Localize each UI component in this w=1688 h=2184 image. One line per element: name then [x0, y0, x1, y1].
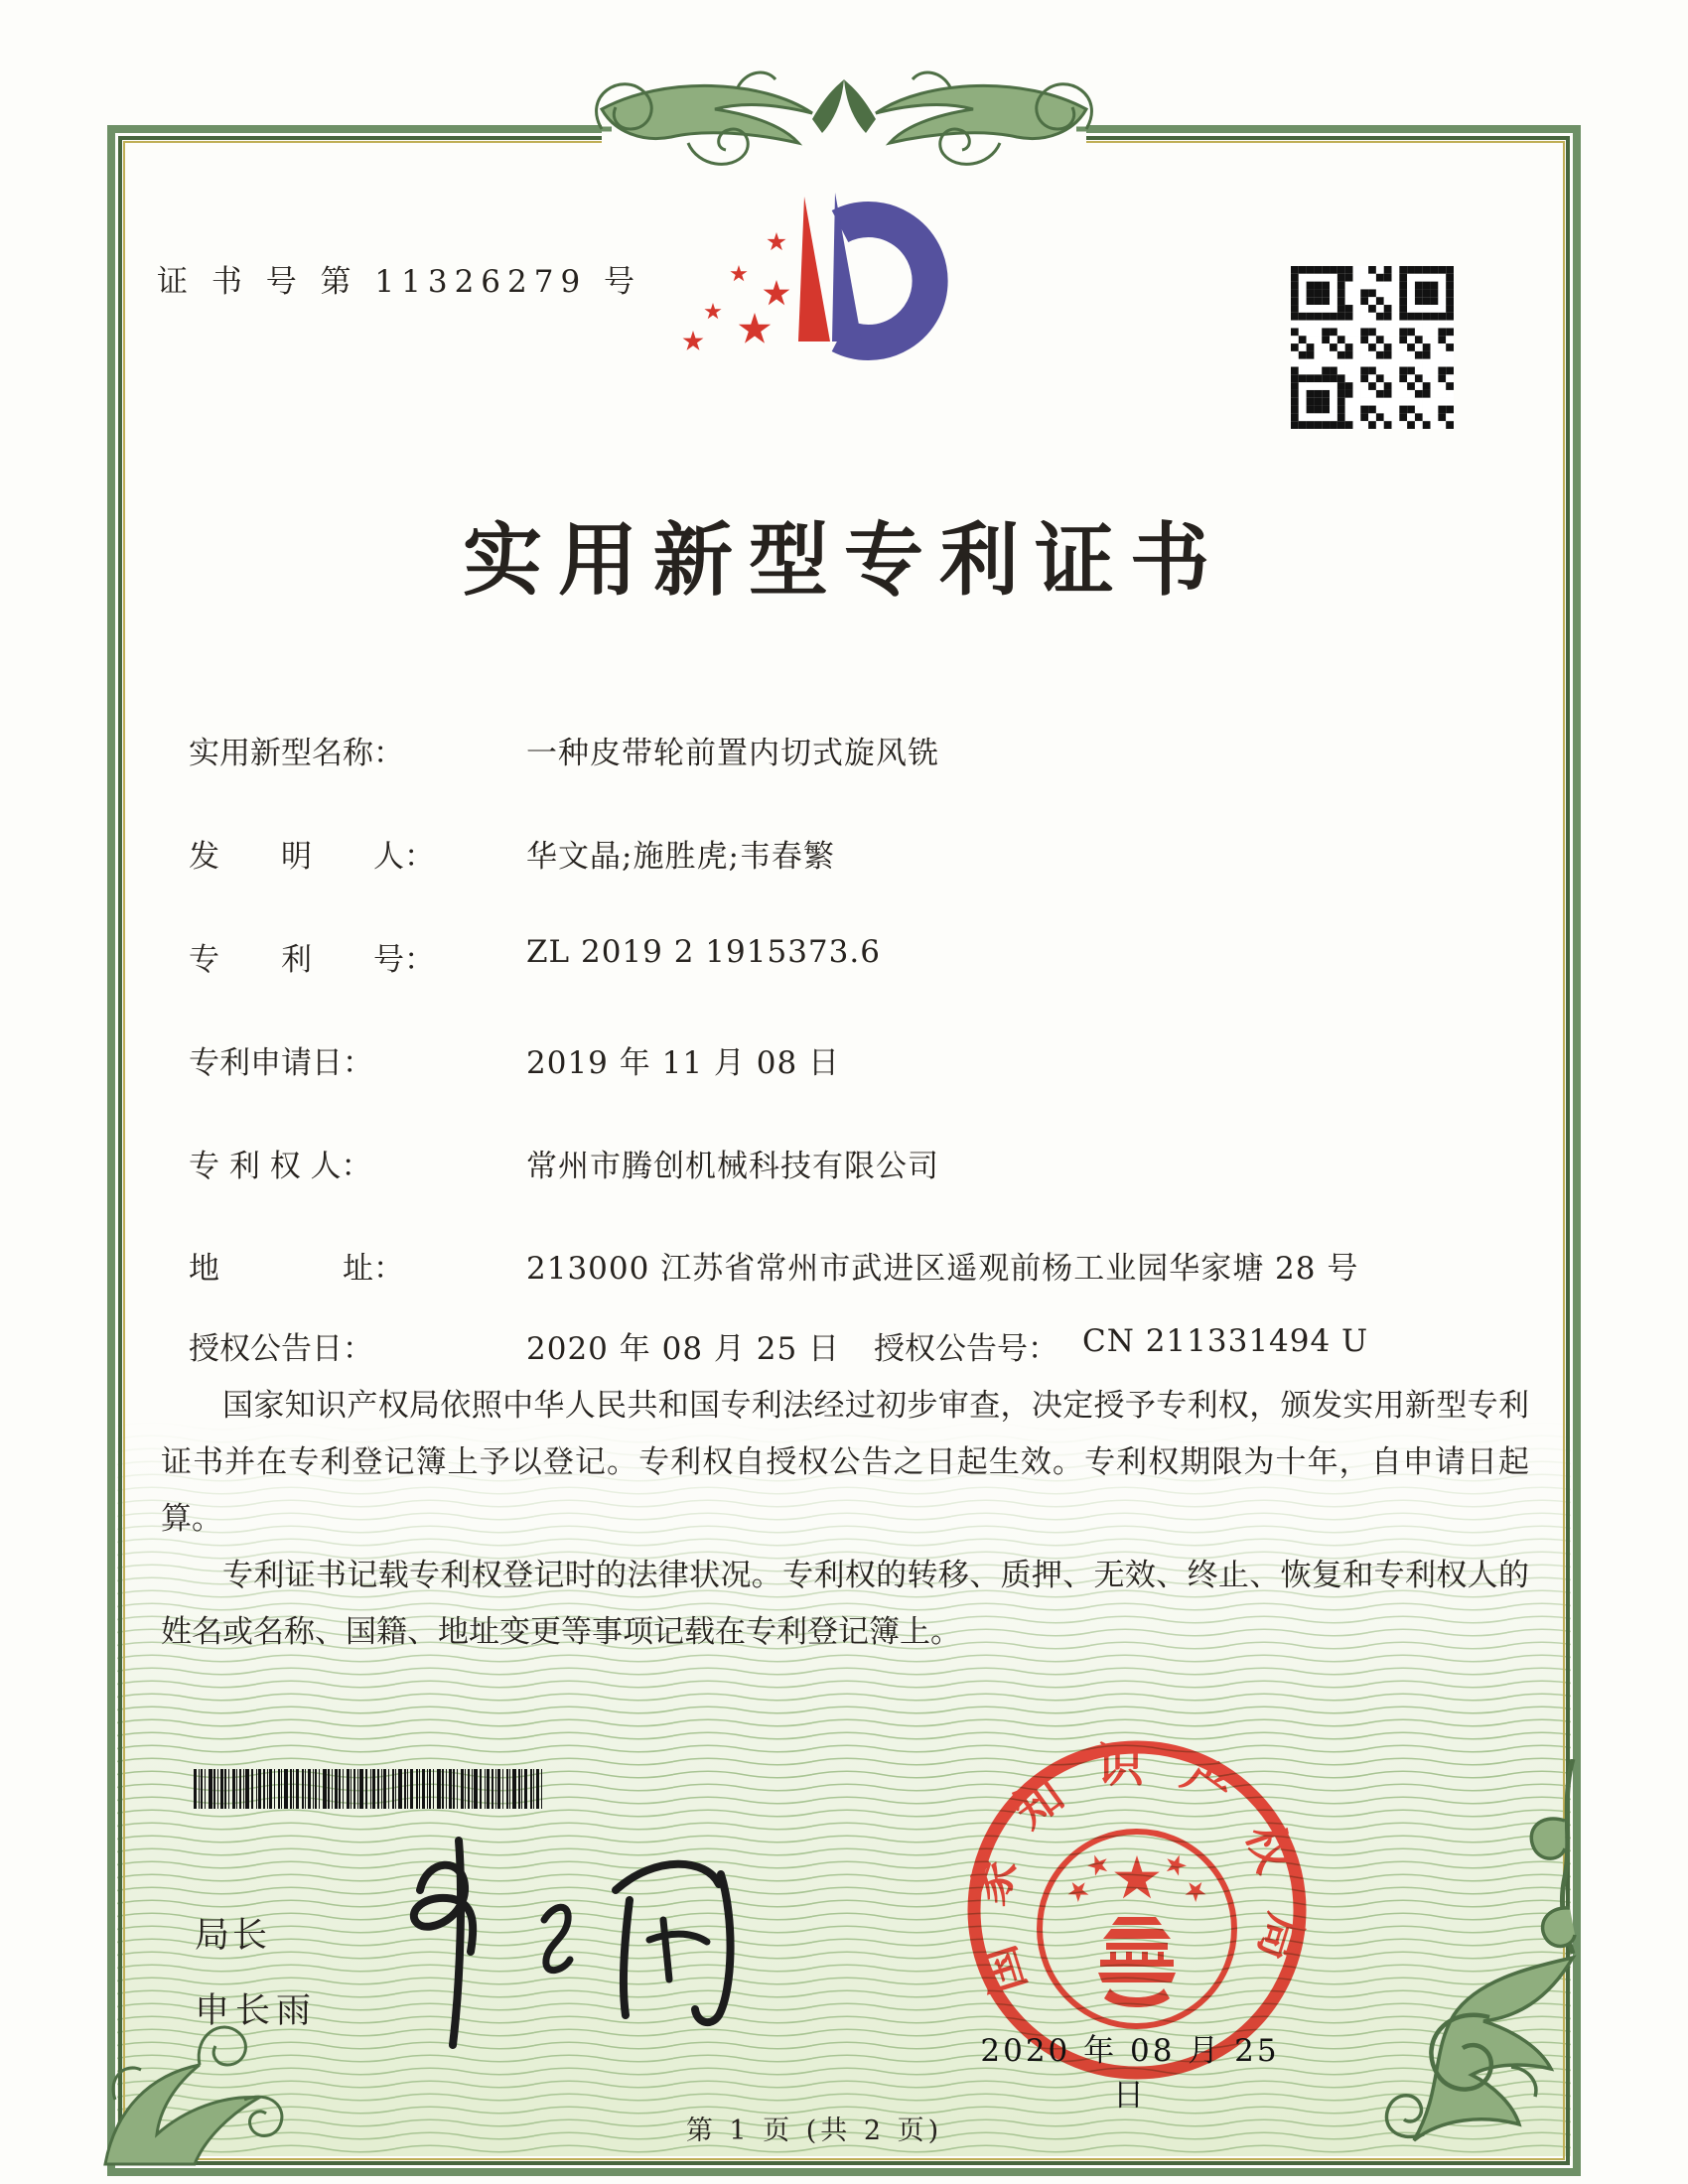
field-label: 地 址： — [189, 1251, 404, 1287]
field-inventors — [189, 831, 835, 876]
field-grant-date — [189, 1323, 1369, 1368]
page-footer: 第 1 页 (共 2 页) — [685, 2116, 943, 2146]
field-address — [189, 1243, 1358, 1288]
field-value: 2019 年 11 月 08 日 — [526, 1045, 841, 1081]
field-value: 常州市腾创机械科技有限公司 — [526, 1149, 939, 1184]
field-label: 授权公告日： — [189, 1331, 373, 1367]
field-value: 213000 江苏省常州市武进区遥观前杨工业园华家塘 28 号 — [526, 1251, 1359, 1287]
legal-paragraph-2: 专利证书记载专利权登记时的法律状况。专利权的转移、质押、无效、终止、恢复和专利权人的姓名或名称、国籍、地址变更等事项记载在专利登记簿上。 — [161, 1558, 1529, 1650]
field-label: 授权公告号： — [874, 1331, 1058, 1367]
field-patent-number — [189, 934, 881, 979]
field-label: 发 明 人： — [189, 839, 435, 875]
director-title: 局长 — [195, 1916, 271, 1956]
certificate-number: 证 书 号 第 11326279 号 — [157, 264, 642, 300]
legal-text — [161, 1378, 1529, 1661]
field-label: 实用新型名称： — [189, 736, 404, 771]
director-name: 申长雨 — [195, 1991, 318, 2031]
field-value: 华文晶;施胜虎;韦春繁 — [526, 839, 835, 875]
certificate-title: 实用新型专利证书 — [463, 513, 1225, 607]
field-value: 2020 年 08 月 25 日 — [526, 1331, 841, 1367]
qr-code-icon — [1291, 266, 1454, 429]
field-label: 专 利 号： — [189, 942, 435, 978]
seal-date: 2020 年 08 月 25 日 — [980, 2033, 1280, 2114]
field-label: 专 利 权 人： — [189, 1149, 372, 1184]
field-grant-number — [874, 1323, 1368, 1368]
field-utility-model-name — [189, 728, 939, 772]
field-application-date — [189, 1037, 840, 1082]
barcode-icon — [194, 1769, 547, 1809]
seal-arc-text: 国家知识产权局 — [961, 1738, 1313, 2000]
legal-paragraph-1: 国家知识产权局依照中华人民共和国专利法经过初步审查，决定授予专利权，颁发实用新型专利证书并在专利登记簿上予以登记。专利权自授权公告之日起生效。专利权期限为十年，自申请日起算。 — [161, 1388, 1529, 1537]
cnipa-logo-icon — [655, 191, 953, 374]
field-label: 专利申请日： — [189, 1045, 373, 1081]
field-patentee — [189, 1141, 939, 1185]
director-signature — [365, 1829, 794, 2059]
field-value: ZL 2019 2 1915373.6 — [526, 934, 881, 970]
field-value: 一种皮带轮前置内切式旋风铣 — [526, 736, 939, 771]
field-value: CN 211331494 U — [1082, 1323, 1369, 1359]
